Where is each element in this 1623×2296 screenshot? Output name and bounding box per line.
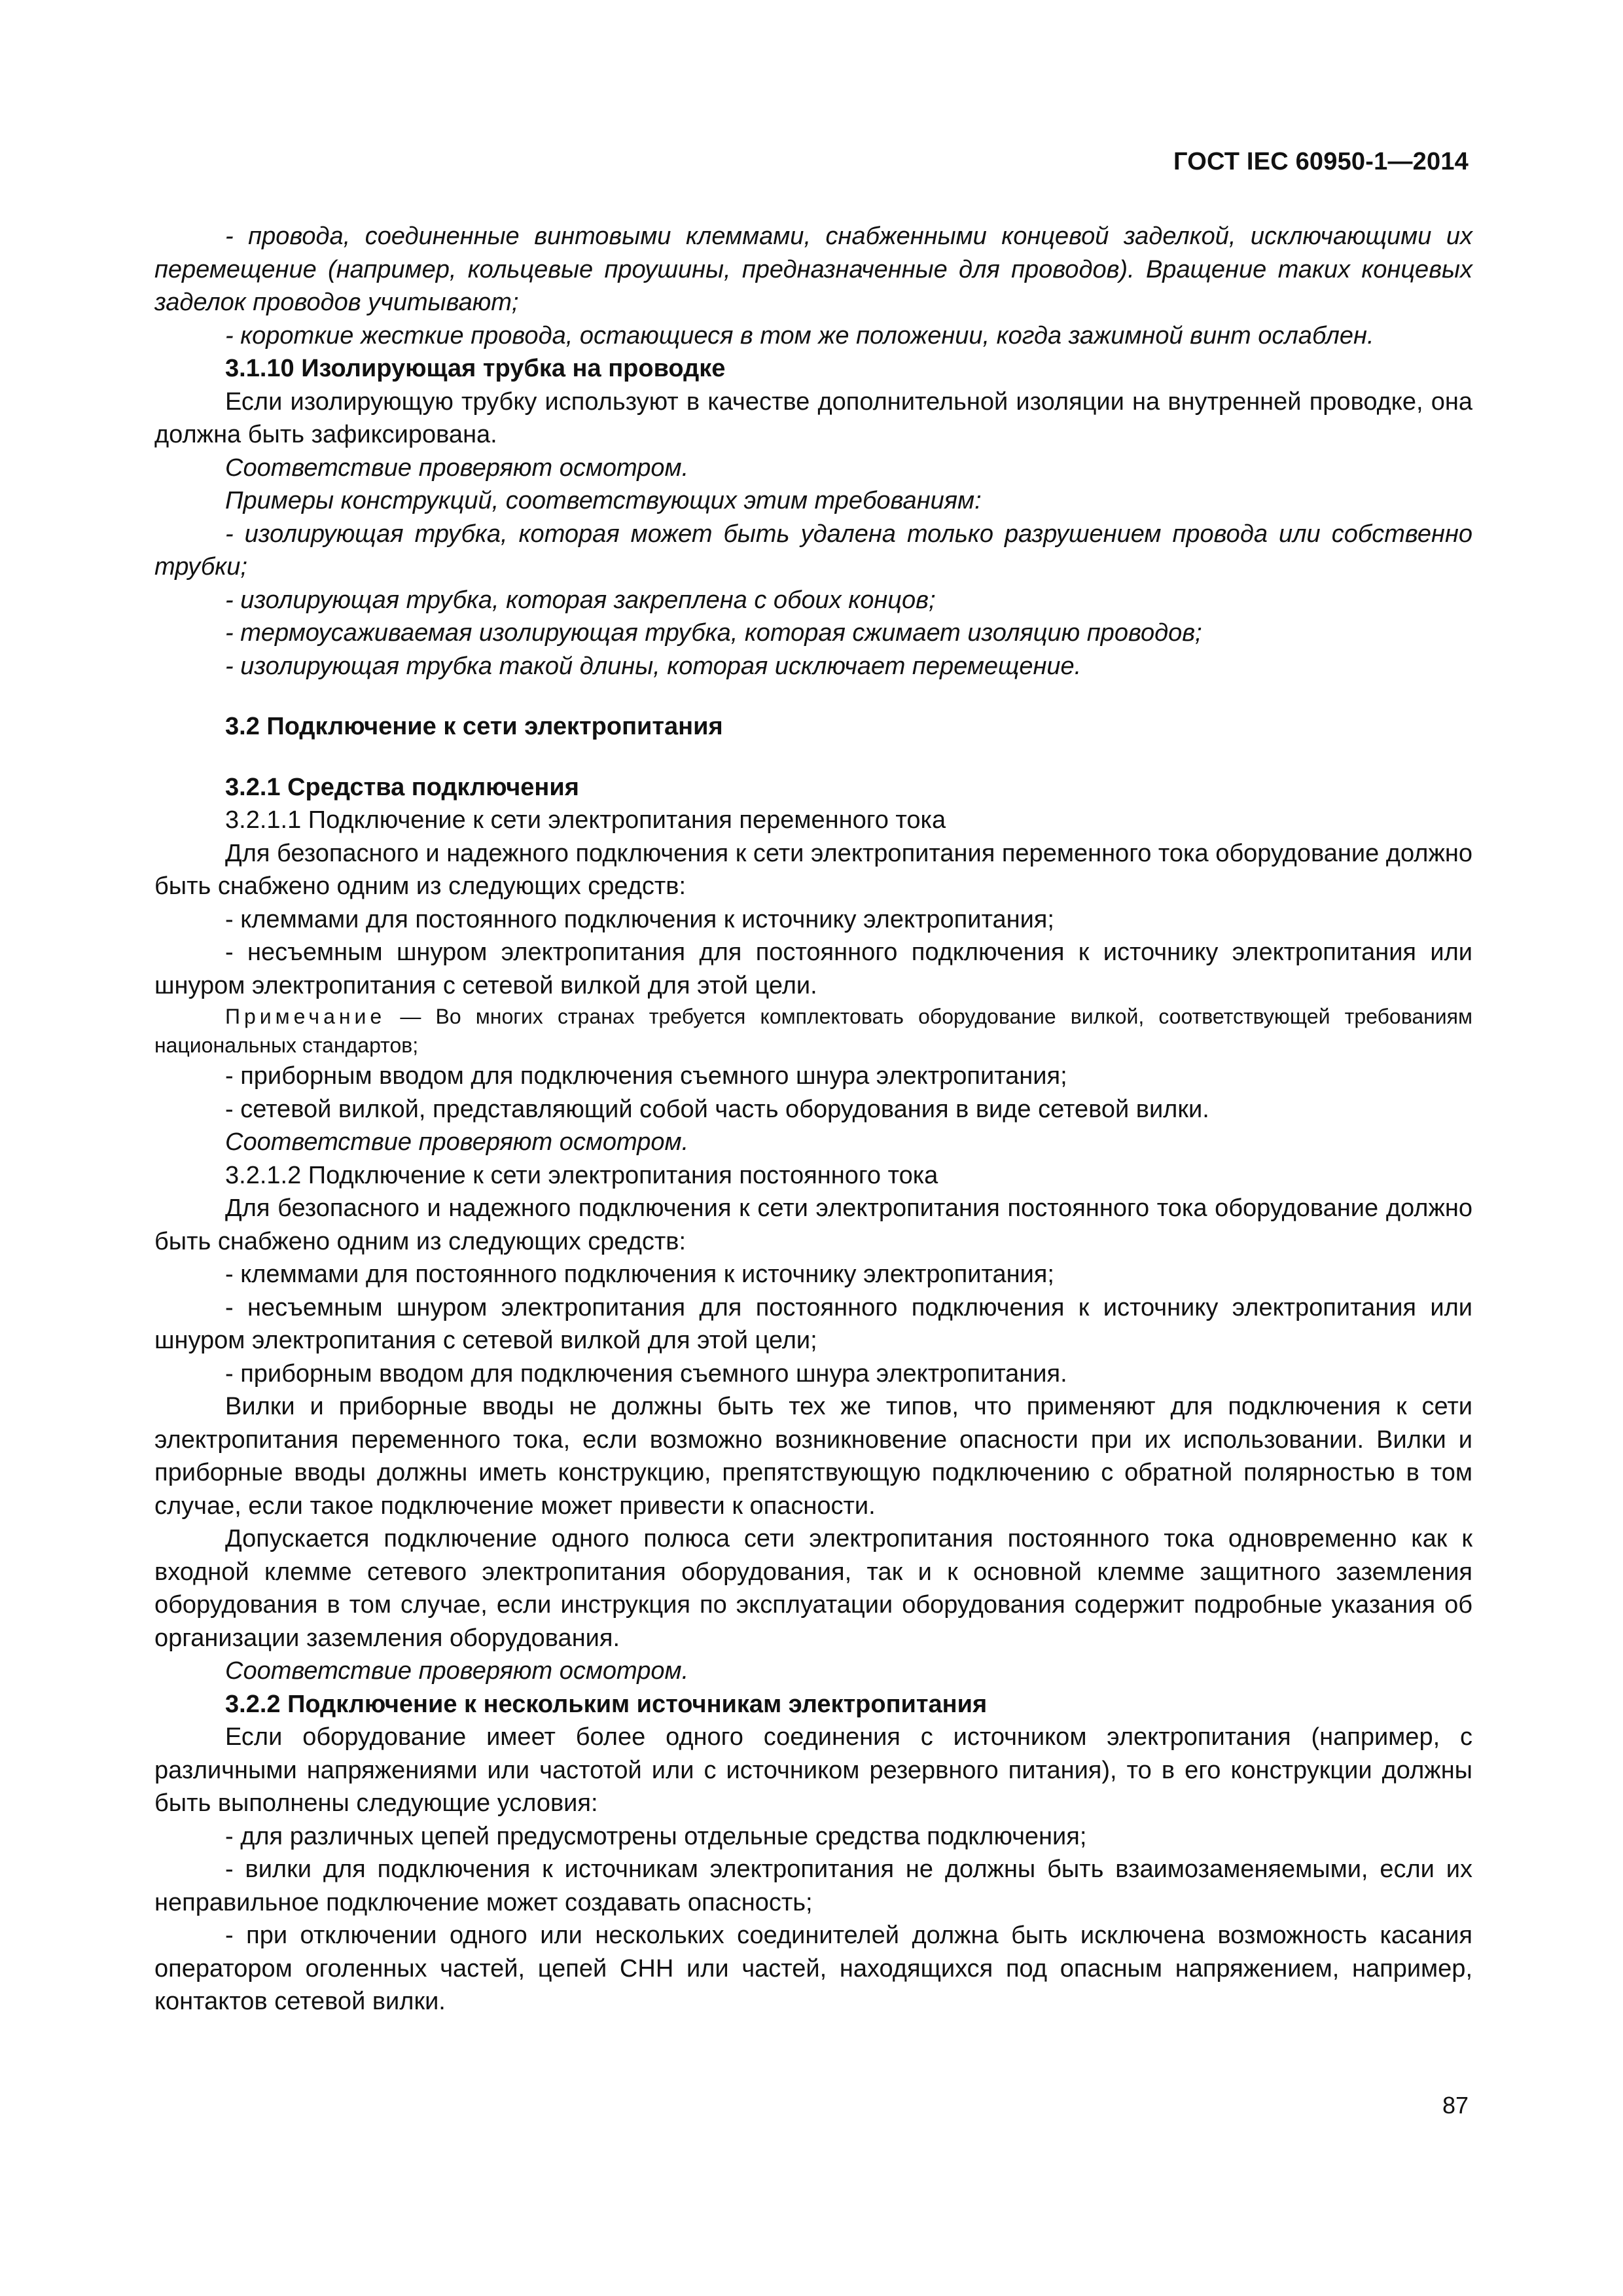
document-body: [154, 220, 1472, 2018]
paragraph: - при отключении одного или нескольких соединителей должна быть исключена возможность касания оператором оголенных частей, цепей СНН или частей, находящихся под опасным напряжением, например, контактов сетевой вилки.: [154, 1922, 1472, 2015]
paragraph: - для различных цепей предусмотрены отдельные средства подключения;: [225, 1822, 1087, 1850]
paragraph: 3.2.1.1 Подключение к сети электропитания переменного тока: [225, 806, 946, 834]
paragraph: Для безопасного и надежного подключения к сети электропитания переменного тока оборудование должно быть снабжено одним из следующих средств:: [154, 839, 1472, 900]
text-block-2: [154, 1060, 1472, 2018]
paragraph: 3.2.1 Средства подключения: [225, 773, 579, 801]
paragraph: - сетевой вилкой, представляющий собой часть оборудования в виде сетевой вилки.: [225, 1095, 1209, 1123]
paragraph: - провода, соединенные винтовыми клеммами, снабженными концевой заделкой, исключающими их перемещение (например, кольцевые проушины, предназначенные для проводов). Вращение таких концевых заделок проводов учитывают;: [154, 223, 1472, 316]
paragraph: Допускается подключение одного полюса сети электропитания постоянного тока одновременно как к входной клемме сетевого электропитания оборудования, так и к основной клемме защитного заземления оборудования в том случае, если инструкция по эксплуатации оборудования содержит подробные указания об организации заземления оборудования.: [154, 1525, 1472, 1652]
paragraph: Для безопасного и надежного подключения к сети электропитания постоянного тока оборудование должно быть снабжено одним из следующих средств:: [154, 1194, 1472, 1255]
note-dash: —: [385, 1005, 436, 1028]
paragraph: Если оборудование имеет более одного соединения с источником электропитания (например, с различными напряжениями или частотой или с источником резервного питания), то в его конструкции должны быть выполнены следующие условия:: [154, 1723, 1472, 1817]
paragraph: 3.1.10 Изолирующая трубка на проводке: [225, 355, 726, 382]
paragraph: - вилки для подключения к источникам электропитания не должны быть взаимозаменяемыми, если их неправильное подключение может создавать опасность;: [154, 1856, 1472, 1916]
paragraph: - изолирующая трубка такой длины, которая исключает перемещение.: [225, 652, 1082, 680]
paragraph: - клеммами для постоянного подключения к источнику электропитания;: [225, 905, 1054, 933]
paragraph: 3.2.2 Подключение к нескольким источникам электропитания: [225, 1690, 988, 1718]
document-header: ГОСТ IEC 60950-1—2014: [1173, 148, 1469, 175]
text-block-1: [154, 220, 1472, 1002]
paragraph: - приборным вводом для подключения съемного шнура электропитания.: [225, 1359, 1067, 1388]
paragraph: - изолирующая трубка, которая может быть удалена только разрушением провода или собственно трубки;: [154, 520, 1472, 581]
paragraph: - несъемным шнуром электропитания для постоянного подключения к источнику электропитания или шнуром электропитания с сетевой вилкой для этой цели;: [154, 1293, 1472, 1354]
paragraph: - термоусаживаемая изолирующая трубка, которая сжимает изоляцию проводов;: [225, 619, 1202, 647]
paragraph: 3.2 Подключение к сети электропитания: [225, 713, 723, 740]
paragraph: Примеры конструкций, соответствующих этим требованиям:: [225, 487, 982, 514]
note-label: Примечание: [225, 1005, 386, 1028]
paragraph: Соответствие проверяют осмотром.: [225, 1128, 689, 1156]
paragraph: - приборным вводом для подключения съемного шнура электропитания;: [225, 1062, 1067, 1090]
note: [154, 1002, 1472, 1060]
paragraph: Соответствие проверяют осмотром.: [225, 454, 689, 482]
paragraph: - клеммами для постоянного подключения к источнику электропитания;: [225, 1261, 1054, 1288]
paragraph: Если изолирующую трубку используют в качестве дополнительной изоляции на внутренней проводке, она должна быть зафиксирована.: [154, 387, 1472, 448]
paragraph: Соответствие проверяют осмотром.: [225, 1657, 689, 1685]
page-number: 87: [1442, 2092, 1469, 2119]
paragraph: 3.2.1.2 Подключение к сети электропитания постоянного тока: [225, 1161, 938, 1189]
paragraph: - изолирующая трубка, которая закреплена с обоих концов;: [225, 586, 936, 614]
paragraph: - несъемным шнуром электропитания для постоянного подключения к источнику электропитания или шнуром электропитания с сетевой вилкой для этой цели.: [154, 939, 1472, 999]
paragraph: - короткие жесткие провода, остающиеся в том же положении, когда зажимной винт ослаблен.: [225, 321, 1374, 350]
paragraph: Вилки и приборные вводы не должны быть тех же типов, что применяют для подключения к сети электропитания переменного тока, если возможно возникновение опасности при их использовании. Вилки и приборные вводы должны иметь конструкцию, препятствующую подключению с обратной полярностью в том случае, если такое подключение может привести к опасности.: [154, 1393, 1472, 1520]
note-text: Во многих странах требуется комплектовать оборудование вилкой, соответствующей требованиям национальных стандартов;: [154, 1005, 1472, 1057]
